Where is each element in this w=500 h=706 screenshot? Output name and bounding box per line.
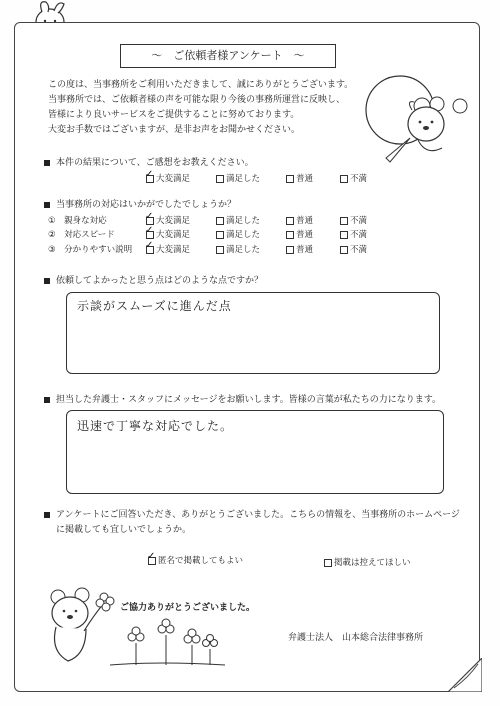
q2-row-3-satisfied[interactable]: 満足した	[216, 243, 260, 255]
q4-answer-box[interactable]	[66, 410, 444, 494]
checkbox-icon	[216, 231, 224, 239]
checkbox-icon	[216, 246, 224, 254]
checked-box-icon	[146, 175, 154, 183]
q2-row-1-satisfied[interactable]: 満足した	[216, 214, 260, 226]
question-3	[44, 273, 263, 286]
checkbox-icon	[286, 246, 294, 254]
intro-line: 皆様により良いサービスをご提供することに努めております。	[48, 110, 300, 120]
question-4	[44, 392, 441, 405]
checked-box-icon	[146, 231, 154, 239]
question-2-text: 当事務所の対応はいかがでしたでしょうか？	[56, 200, 237, 210]
question-2	[44, 197, 236, 210]
bullet-icon	[44, 160, 50, 166]
question-5-line-2: に掲載しても宜しいでしょうか。	[56, 525, 192, 535]
q2-row-3-very-satisfied[interactable]: ✓ 大変満足	[146, 243, 190, 255]
intro-line: 大変お手数ではございますが、是非お声をお聞かせください。	[48, 125, 301, 135]
checkbox-icon	[286, 175, 294, 183]
checkbox-icon	[216, 175, 224, 183]
bullet-icon	[44, 397, 50, 403]
bullet-icon	[44, 202, 50, 208]
checkbox-icon	[324, 559, 332, 567]
q2-row-2-dissatisfied[interactable]: 不満	[340, 228, 367, 240]
q2-row-2-very-satisfied[interactable]: ✓ 大変満足	[146, 228, 190, 240]
q2-row-2-normal[interactable]: 普通	[286, 228, 313, 240]
bullet-icon	[44, 278, 50, 284]
checkbox-icon	[340, 231, 348, 239]
q5-option-decline[interactable]: 掲載は控えてほしい	[324, 556, 411, 568]
checkbox-icon	[340, 175, 348, 183]
checkbox-icon	[286, 231, 294, 239]
question-1-text: 本件の結果について、ご感想をお教えください。	[56, 158, 254, 168]
question-3-text: 依頼してよかったと思う点はどのような点ですか？	[56, 276, 264, 286]
checked-box-icon	[148, 557, 156, 565]
intro-text	[48, 78, 368, 138]
q2-row-1-normal[interactable]: 普通	[286, 214, 313, 226]
question-4-text: 担当した弁護士・スタッフにメッセージをお願いします。皆様の言葉が私たちの力になります。	[56, 395, 442, 405]
bear-with-flowers-icon	[40, 585, 230, 670]
q3-handwritten-answer: 示談がスムーズに進んだ点	[77, 299, 232, 313]
page-curl-icon	[448, 658, 482, 692]
q2-row-2-label: ② 対応スピード	[48, 230, 115, 240]
q1-option-very-satisfied[interactable]: ✓大変満足	[146, 172, 190, 184]
q2-row-3-label: ③ 分かりやすい説明	[48, 245, 133, 255]
intro-line: 当事務所では、ご依頼者様の声を可能な限り今後の事務所運営に反映し、	[48, 95, 346, 105]
q2-row-2-satisfied[interactable]: 満足した	[216, 228, 260, 240]
q3-answer-box[interactable]	[66, 292, 440, 374]
question-5-line-1: アンケートにご回答いただき、ありがとうございました。こちらの情報を、当事務所のホームページ	[56, 510, 460, 520]
thanks-message: ご協力ありがとうございました。	[120, 603, 256, 613]
q5-option-anonymous[interactable]: ✓匿名で掲載してもよい	[148, 554, 243, 566]
question-5	[44, 507, 460, 520]
q2-row-1-very-satisfied[interactable]: ✓ 大変満足	[146, 214, 190, 226]
checkbox-icon	[340, 246, 348, 254]
checkbox-icon	[340, 217, 348, 225]
q2-row-1-label: ① 親身な対応	[48, 216, 107, 226]
intro-line: この度は、当事務所をご利用いただきまして、誠にありがとうございます。	[48, 80, 354, 90]
q2-row-3-normal[interactable]: 普通	[286, 243, 313, 255]
bullet-icon	[44, 512, 50, 518]
q4-handwritten-answer: 迅速で丁寧な対応でした。	[77, 419, 234, 433]
checked-box-icon	[146, 246, 154, 254]
checkbox-icon	[216, 217, 224, 225]
q2-row-3-dissatisfied[interactable]: 不満	[340, 243, 367, 255]
q1-option-dissatisfied[interactable]: 不満	[340, 172, 367, 184]
bear-mascot-icon	[360, 70, 480, 170]
checkbox-icon	[286, 217, 294, 225]
checked-box-icon	[146, 217, 154, 225]
question-1	[44, 155, 254, 168]
page-title: ～ ご依頼者様アンケート ～	[120, 44, 336, 68]
firm-name: 弁護士法人 山本総合法律事務所	[288, 633, 424, 643]
q1-option-satisfied[interactable]: 満足した	[216, 172, 260, 184]
q2-row-1-dissatisfied[interactable]: 不満	[340, 214, 367, 226]
q1-option-normal[interactable]: 普通	[286, 172, 313, 184]
